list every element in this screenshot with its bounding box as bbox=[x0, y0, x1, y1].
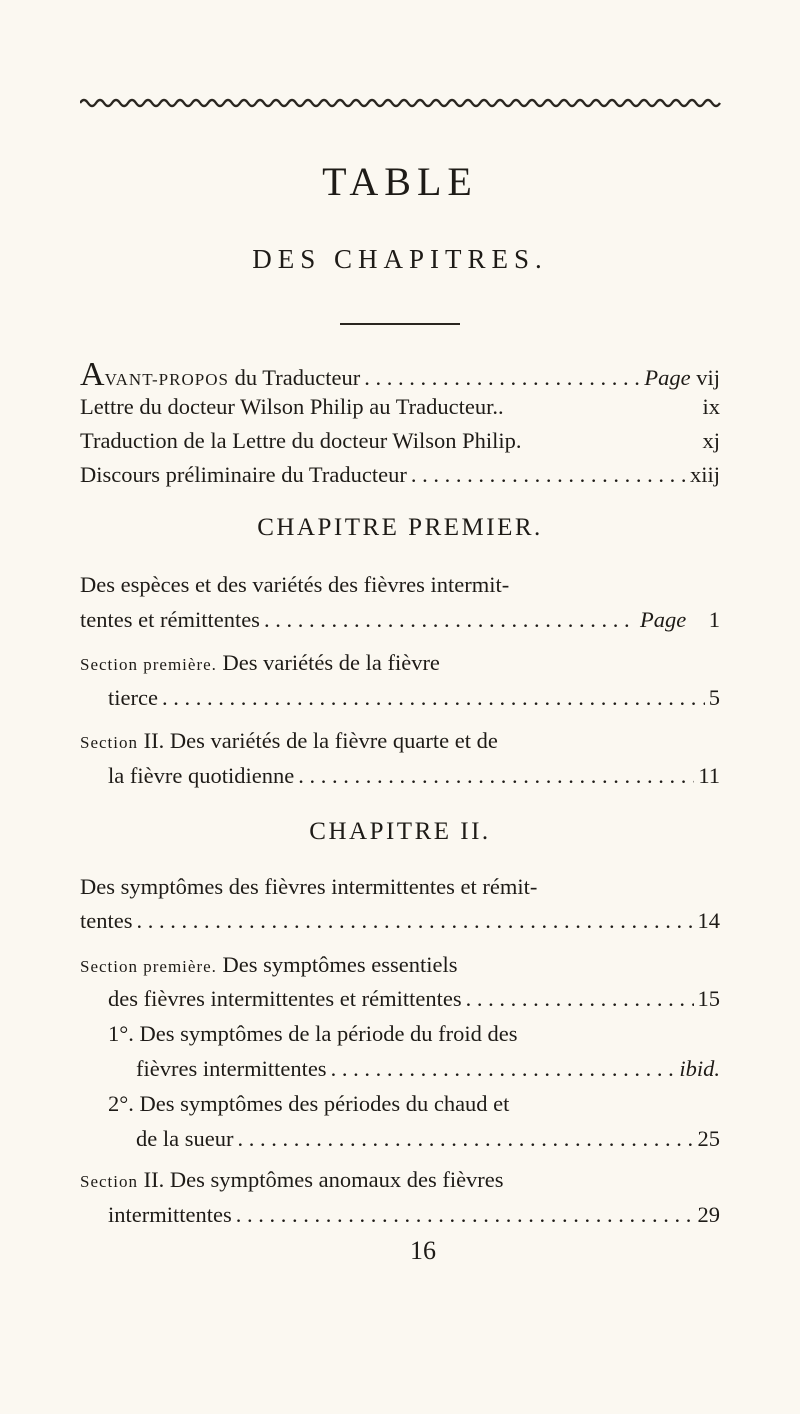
ch2-intro-line1: Des symptômes des fièvres intermittentes et rémit- bbox=[80, 874, 538, 899]
toc-page-number: 5 bbox=[708, 685, 720, 710]
leader-dots bbox=[264, 607, 636, 633]
ch2-item1-line2: fièvres intermittentes . . . ibid. bbox=[136, 1056, 720, 1082]
leader-dots bbox=[237, 1126, 693, 1152]
ch2-section2-line2: intermittentes . . . 29 bbox=[108, 1202, 720, 1228]
toc-page-number: 11 bbox=[698, 763, 720, 788]
toc-page-number: xiij bbox=[689, 462, 720, 487]
ch2-item1-line1: 1°. Des symptômes de la période du froid des bbox=[108, 1021, 518, 1046]
ch2-section2-line1: Section II. Des symptômes anomaux des fièvres bbox=[80, 1167, 504, 1192]
ch1-section1-line2: tierce . . . 5 bbox=[108, 685, 720, 711]
title-divider bbox=[340, 323, 460, 325]
page-title: TABLE bbox=[322, 159, 478, 204]
signature-mark: 16 bbox=[410, 1236, 436, 1265]
toc-page-number: 1 bbox=[708, 607, 720, 632]
ch1-intro-line2: tentes et rémittentes . . . Page 1 bbox=[80, 607, 720, 633]
leader-dots bbox=[411, 462, 686, 488]
ch1-intro-line1: Des espèces et des variétés des fièvres intermit- bbox=[80, 572, 510, 597]
leader-dots bbox=[162, 685, 705, 711]
leader-dots bbox=[364, 365, 640, 391]
ch2-section1-line2: des fièvres intermittentes et rémittentes . . . 15 bbox=[108, 986, 720, 1012]
leader-dots bbox=[466, 986, 694, 1012]
toc-entry-label: Discours préliminaire du Traducteur bbox=[80, 462, 407, 487]
header-ornament bbox=[80, 96, 724, 110]
toc-entry-label: Traduction de la Lettre du docteur Wilson Philip. bbox=[80, 428, 522, 453]
toc-entry-traduction bbox=[80, 428, 720, 454]
ch2-section1-line1: Section première. Des symptômes essentiels bbox=[80, 952, 458, 977]
ch1-section1-line1: Section première. Des variétés de la fièvre bbox=[80, 650, 440, 675]
toc-entry-label: Lettre du docteur Wilson Philip au Traducteur.. bbox=[80, 394, 504, 419]
toc-entry-discours bbox=[80, 462, 720, 488]
toc-page-number: 29 bbox=[697, 1202, 720, 1227]
ch2-intro-line2: tentes . . . 14 bbox=[80, 908, 720, 934]
toc-page-number: ix bbox=[702, 394, 720, 419]
toc-page-number: 14 bbox=[697, 908, 720, 933]
leader-dots bbox=[298, 763, 694, 789]
toc-page-word: Page bbox=[644, 365, 691, 390]
leader-dots bbox=[236, 1202, 694, 1228]
chapter-1-heading: CHAPITRE PREMIER. bbox=[257, 514, 543, 541]
chapter-2-heading: CHAPITRE II. bbox=[309, 818, 491, 845]
toc-entry-label: AVANT-PROPOS du Traducteur bbox=[80, 356, 361, 393]
ch1-section2-line1: Section II. Des variétés de la fièvre quarte et de bbox=[80, 728, 498, 753]
leader-dots bbox=[331, 1056, 676, 1082]
toc-entry-avant-propos bbox=[80, 356, 720, 394]
leader-dots bbox=[136, 908, 693, 934]
ch1-section2-line2: la fièvre quotidienne . . . 11 bbox=[108, 763, 720, 789]
toc-entry-lettre bbox=[80, 394, 720, 420]
ch2-item2-line1: 2°. Des symptômes des périodes du chaud et bbox=[108, 1091, 510, 1116]
toc-page-number: vij bbox=[696, 365, 720, 390]
toc-page-number: ibid. bbox=[679, 1056, 720, 1081]
toc-page-number: 15 bbox=[697, 986, 720, 1011]
page-subtitle: DES CHAPITRES. bbox=[252, 244, 548, 274]
ch2-item2-line2: de la sueur . . . 25 bbox=[136, 1126, 720, 1152]
toc-page-number: 25 bbox=[697, 1126, 720, 1151]
toc-page-number: xj bbox=[702, 428, 720, 453]
